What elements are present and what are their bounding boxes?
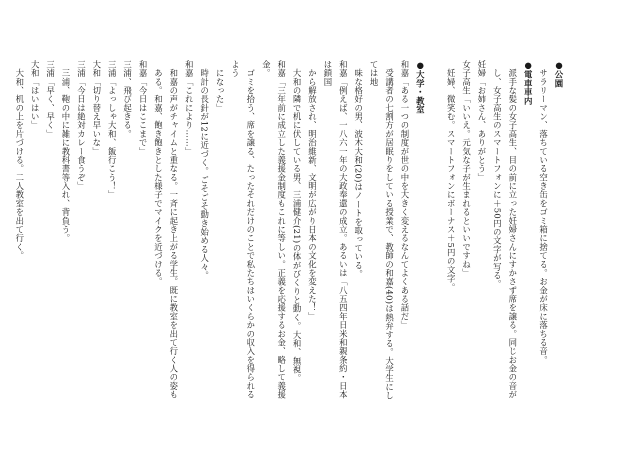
script-line: 和嘉「ある一つの制度が世の中を大きく変えるなんてよくある話だ」 bbox=[399, 60, 410, 330]
script-line: 和嘉「三年前に成立した義援金制度もこれに等しい。正義を応援するお金、略して義援金。 bbox=[261, 60, 287, 399]
script-line: 派手な髪の女子高生、目の前に立った妊婦さんにすかさず席を譲る。同じお金の音が bbox=[507, 60, 518, 399]
script-line: 三浦、飛び起きる。 bbox=[122, 60, 133, 139]
script-line: サラリーマン、落ちている空き缶をゴミ箱に捨てる。お金が床に落ちる音。 bbox=[538, 60, 549, 365]
script-line: 受講者の七割方が居眠りをしている授業で、教師の和嘉(40)は熱弁する。大学生にしては地 bbox=[369, 60, 395, 400]
script-line: 和嘉「これにより……」 bbox=[184, 60, 195, 156]
blank-line bbox=[427, 60, 442, 400]
scene-heading: ●電車車内 bbox=[523, 60, 534, 106]
script-line: ゴミを拾う、席を譲る、たったそれだけのことで私たちはいくらかの収入を得られるよう bbox=[230, 60, 256, 399]
script-line: 大和、机の上を片づける。二人教室を出て行く。 bbox=[14, 60, 25, 260]
script-line: から解放され、明治維新、文明が広がり日本の文化を変えた！」 bbox=[307, 60, 318, 321]
script-line: 三浦「今日は絶対カレー食うぞ」 bbox=[76, 60, 87, 191]
script-line: 妊婦、微笑む。スマートフォンにボーナス＋5円の文字。 bbox=[446, 60, 457, 292]
script-line: 和嘉「例えば、一八六一年の大政奉還の成立。あるいは「八五四年日米和親条約・日本は鎖国 bbox=[322, 60, 349, 399]
script-line: 三浦「早く、早く」 bbox=[45, 60, 56, 139]
scene-heading: ●大学・教室 bbox=[415, 60, 426, 114]
scene-heading: ●公園 bbox=[554, 60, 564, 88]
script-line: 時計の長針が12に近づく。ごそごそ動き始める人々。 bbox=[199, 60, 210, 280]
script-line: 三浦、鞄の中に雑に教科書等入れ、背負う。 bbox=[61, 60, 71, 243]
script-line: になった」 bbox=[215, 60, 226, 113]
script-line: し、女子高生のスマートフォンに＋50円の文字が写る。 bbox=[492, 60, 503, 289]
script-line: ある。和嘉、飽き飽きとした様子でマイクを近づける。 bbox=[153, 60, 164, 286]
screenplay-text bbox=[14, 60, 566, 400]
script-line: 妊婦「お姉さん、ありがとう」 bbox=[476, 60, 487, 182]
blank-line bbox=[0, 60, 11, 400]
script-line: 味な格好の男、波木大和(20)はノートを取っている。 bbox=[353, 60, 364, 279]
script-line: 三浦「よっしゃ大和、飯行こう！」 bbox=[107, 60, 118, 200]
script-line: 大和「はいはい」 bbox=[30, 60, 41, 130]
script-line: 大和の隣で机に伏している男、三浦健介(21)の体がびくりと動く。大和、無視。 bbox=[292, 60, 303, 383]
script-line: 大和「切り替え早いな」 bbox=[91, 60, 102, 156]
script-line: 和嘉の声がチャイムと重なる。一斉に起き上がる学生。既に教室を出て行く人の姿も bbox=[168, 60, 179, 399]
script-line: 女子高生「いいえ。元気な子が生まれるといいですね」 bbox=[461, 60, 472, 278]
script-line: 和嘉「今日はここまで」 bbox=[138, 60, 149, 156]
